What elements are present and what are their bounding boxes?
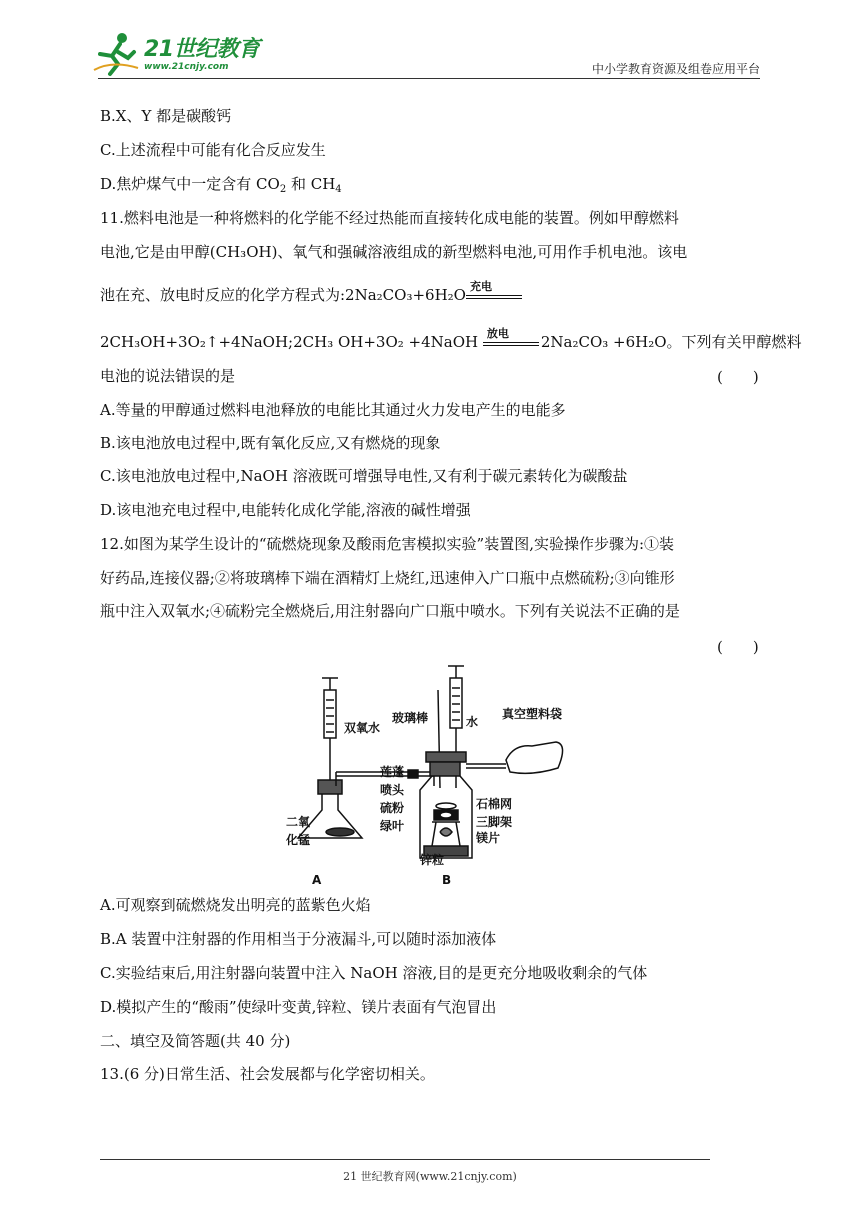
q12-option-b: B.A 装置中注射器的作用相当于分液漏斗,可以随时添加液体 bbox=[100, 930, 497, 948]
q11-option-a: A.等量的甲醇通过燃料电池释放的电能比其通过火力发电产生的电能多 bbox=[100, 401, 566, 419]
q12-stem-line3: 瓶中注入双氧水;④硫粉完全燃烧后,用注射器向广口瓶中喷水。下列有关说法不正确的是 bbox=[100, 602, 680, 620]
q12-stem-line1: 12.如图为某学生设计的“硫燃烧现象及酸雨危害模拟实验”装置图,实验操作步骤为:①装 bbox=[100, 535, 675, 553]
label-lianpeng-1: 莲蓬 bbox=[380, 765, 405, 779]
syringe-a bbox=[322, 678, 338, 780]
apparatus-figure bbox=[270, 660, 610, 890]
discharge-arrow: 放电 bbox=[483, 333, 541, 353]
q13-stem: 13.(6 分)日常生活、社会发展都与化学密切相关。 bbox=[100, 1065, 435, 1083]
q11-option-d: D.该电池充电过程中,电能转化成化学能,溶液的碱性增强 bbox=[100, 501, 471, 519]
q10-option-d: D.焦炉煤气中一定含有 $CO_2$ 和 $CH_4$ bbox=[100, 175, 342, 195]
logo-text: 21世纪教育 bbox=[144, 37, 260, 62]
q12-answer-blank: ( ) bbox=[717, 638, 759, 656]
label-zn: 锌粒 bbox=[420, 853, 445, 867]
page-footer: 21 世纪教育网(www.21cnjy.com) bbox=[343, 1170, 517, 1183]
q11-stem-line2: 电池,它是由甲醇(CH₃OH)、氧气和强碱溶液组成的新型燃料电池,可用作手机电池。该电 bbox=[100, 243, 688, 261]
q11-option-b: B.该电池放电过程中,既有氧化反应,又有燃烧的现象 bbox=[100, 434, 441, 452]
footer-divider bbox=[100, 1159, 710, 1160]
q10-option-c: C.上述流程中可能有化合反应发生 bbox=[100, 141, 326, 159]
q12-option-d: D.模拟产生的“酸雨”使绿叶变黄,锌粒、镁片表面有气泡冒出 bbox=[100, 998, 497, 1016]
label-h2o2: 双氧水 bbox=[344, 721, 381, 735]
q11-stem-line5: 电池的说法错误的是 bbox=[100, 367, 236, 385]
label-mno2-1: 二氧 bbox=[286, 815, 311, 829]
runner-icon bbox=[92, 30, 142, 78]
site-logo bbox=[92, 30, 262, 80]
label-bag: 真空塑料袋 bbox=[502, 707, 563, 721]
charge-arrow: 充电 bbox=[466, 286, 524, 306]
q11-stem-line1: 11.燃料电池是一种将燃料的化学能不经过热能而直接转化成电能的装置。例如甲醇燃料 bbox=[100, 209, 679, 227]
label-glassrod: 玻璃棒 bbox=[392, 711, 429, 725]
q11-option-c: C.该电池放电过程中,NaOH 溶液既可增强导电性,又有利于碳元素转化为碳酸盐 bbox=[100, 467, 628, 485]
label-a: A bbox=[312, 873, 322, 887]
logo-url: www.21cnjy.com bbox=[144, 62, 229, 72]
q12-stem-line2: 好药品,连接仪器;②将玻璃棒下端在酒精灯上烧红,迅速伸入广口瓶中点燃硫粉;③向锥形 bbox=[100, 569, 675, 587]
label-b: B bbox=[442, 873, 452, 887]
label-gauze: 石棉网 bbox=[476, 797, 513, 811]
q11-equation-line1: 池在充、放电时反应的化学方程式为:2Na₂CO₃+6H₂O 充电 bbox=[100, 285, 524, 306]
q11-answer-blank: ( ) bbox=[717, 368, 759, 386]
label-leaf: 绿叶 bbox=[380, 819, 405, 833]
label-water: 水 bbox=[466, 715, 479, 729]
q10-option-b: B.X、Y 都是碳酸钙 bbox=[100, 107, 232, 125]
platform-title: 中小学教育资源及组卷应用平台 bbox=[591, 62, 760, 76]
label-mg: 镁片 bbox=[476, 831, 501, 845]
q12-option-a: A.可观察到硫燃烧发出明亮的蓝紫色火焰 bbox=[100, 896, 371, 914]
q12-option-c: C.实验结束后,用注射器向装置中注入 NaOH 溶液,目的是更充分地吸收剩余的气体 bbox=[100, 964, 648, 982]
label-lianpeng-2: 喷头 bbox=[380, 783, 405, 797]
q11-equation-line2: 2CH₃OH+3O₂↑+4NaOH;2CH₃ OH+3O₂ +4NaOH 放电 2Na₂CO₃ +6H₂O。下列有关甲醇燃料 bbox=[100, 327, 802, 351]
vacuum-bag bbox=[506, 742, 563, 773]
header-divider bbox=[98, 78, 760, 79]
label-mno2-2: 化锰 bbox=[286, 833, 311, 847]
section-2-heading: 二、填空及简答题(共 40 分) bbox=[100, 1032, 291, 1050]
page-header bbox=[0, 0, 860, 80]
label-tripod: 三脚架 bbox=[476, 815, 513, 829]
label-sulfur: 硫粉 bbox=[380, 801, 405, 815]
